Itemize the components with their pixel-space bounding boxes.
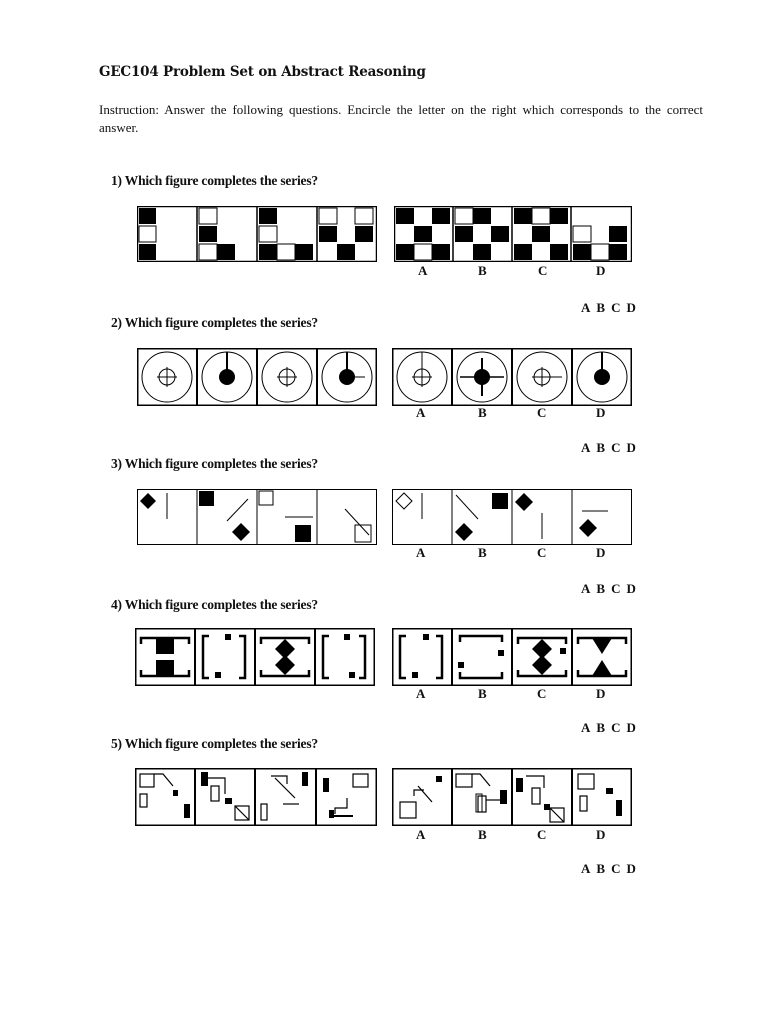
question-2-series [137, 348, 377, 410]
question-3-answer-choices [581, 581, 642, 597]
answer-choice-a[interactable]: A [581, 300, 591, 315]
question-3-series [137, 489, 377, 549]
option-label-d: D [596, 686, 606, 701]
option-label-c: C [538, 263, 548, 278]
option-label-b: B [478, 405, 487, 420]
instruction-text: Instruction: Answer the following questions. Encircle the letter on the right which corresponds to the correct answer. [99, 102, 703, 135]
option-label-a: A [416, 405, 426, 420]
answer-choice-c[interactable]: C [611, 300, 621, 315]
option-label-b: B [478, 686, 487, 701]
question-5-option-figures [392, 768, 632, 826]
option-label-a: A [418, 263, 428, 278]
answer-choice-b[interactable]: B [596, 861, 606, 876]
question-5-answer-choices [581, 861, 642, 877]
question-3-option-figures [392, 489, 632, 545]
question-1-options [394, 206, 632, 266]
option-label-d: D [596, 545, 606, 560]
answer-choice-c[interactable]: C [611, 720, 621, 735]
question-2-option-figures [392, 348, 632, 406]
answer-choice-b[interactable]: B [596, 440, 606, 455]
option-label-b: B [478, 827, 487, 842]
option-label-c: C [537, 827, 547, 842]
option-label-c: C [537, 545, 547, 560]
question-1-title: 1) Which figure completes the series? [111, 173, 318, 188]
option-label-a: A [416, 827, 426, 842]
answer-choice-b[interactable]: B [596, 300, 606, 315]
question-4-answer-choices [581, 720, 642, 736]
question-3-series-figures [137, 489, 377, 545]
question-2-series-figures [137, 348, 377, 406]
question-4-option-figures [392, 628, 632, 686]
question-1-series [137, 206, 377, 266]
option-label-a: A [416, 686, 426, 701]
option-label-b: B [478, 545, 487, 560]
answer-choice-a[interactable]: A [581, 440, 591, 455]
question-4-options [392, 628, 632, 690]
option-label-d: D [596, 405, 606, 420]
answer-choice-a[interactable]: A [581, 581, 591, 596]
question-1-answer-choices [581, 300, 642, 316]
question-5-options [392, 768, 632, 830]
answer-choice-a[interactable]: A [581, 720, 591, 735]
answer-choice-d[interactable]: D [626, 720, 636, 735]
option-label-d: D [596, 827, 606, 842]
answer-choice-c[interactable]: C [611, 861, 621, 876]
option-label-a: A [416, 545, 426, 560]
question-1-series-figures [137, 206, 377, 262]
question-4-series [135, 628, 375, 690]
question-4-title: 4) Which figure completes the series? [111, 597, 318, 612]
answer-choice-d[interactable]: D [626, 581, 636, 596]
question-3-title: 3) Which figure completes the series? [111, 456, 318, 471]
question-2-title: 2) Which figure completes the series? [111, 315, 318, 330]
question-5-series-figures [135, 768, 377, 826]
answer-choice-c[interactable]: C [611, 581, 621, 596]
answer-choice-d[interactable]: D [626, 861, 636, 876]
answer-choice-b[interactable]: B [596, 581, 606, 596]
answer-choice-b[interactable]: B [596, 720, 606, 735]
option-label-d: D [596, 263, 606, 278]
option-label-c: C [537, 686, 547, 701]
question-1-option-figures [394, 206, 632, 262]
question-4-series-figures [135, 628, 375, 686]
answer-choice-c[interactable]: C [611, 440, 621, 455]
answer-choice-d[interactable]: D [626, 440, 636, 455]
answer-choice-a[interactable]: A [581, 861, 591, 876]
page-title: GEC104 Problem Set on Abstract Reasoning [99, 64, 426, 80]
option-label-c: C [537, 405, 547, 420]
question-2-options [392, 348, 632, 410]
question-5-series [135, 768, 377, 830]
option-label-b: B [478, 263, 487, 278]
question-5-title: 5) Which figure completes the series? [111, 736, 318, 751]
question-3-options [392, 489, 632, 549]
question-2-answer-choices [581, 440, 642, 456]
answer-choice-d[interactable]: D [626, 300, 636, 315]
